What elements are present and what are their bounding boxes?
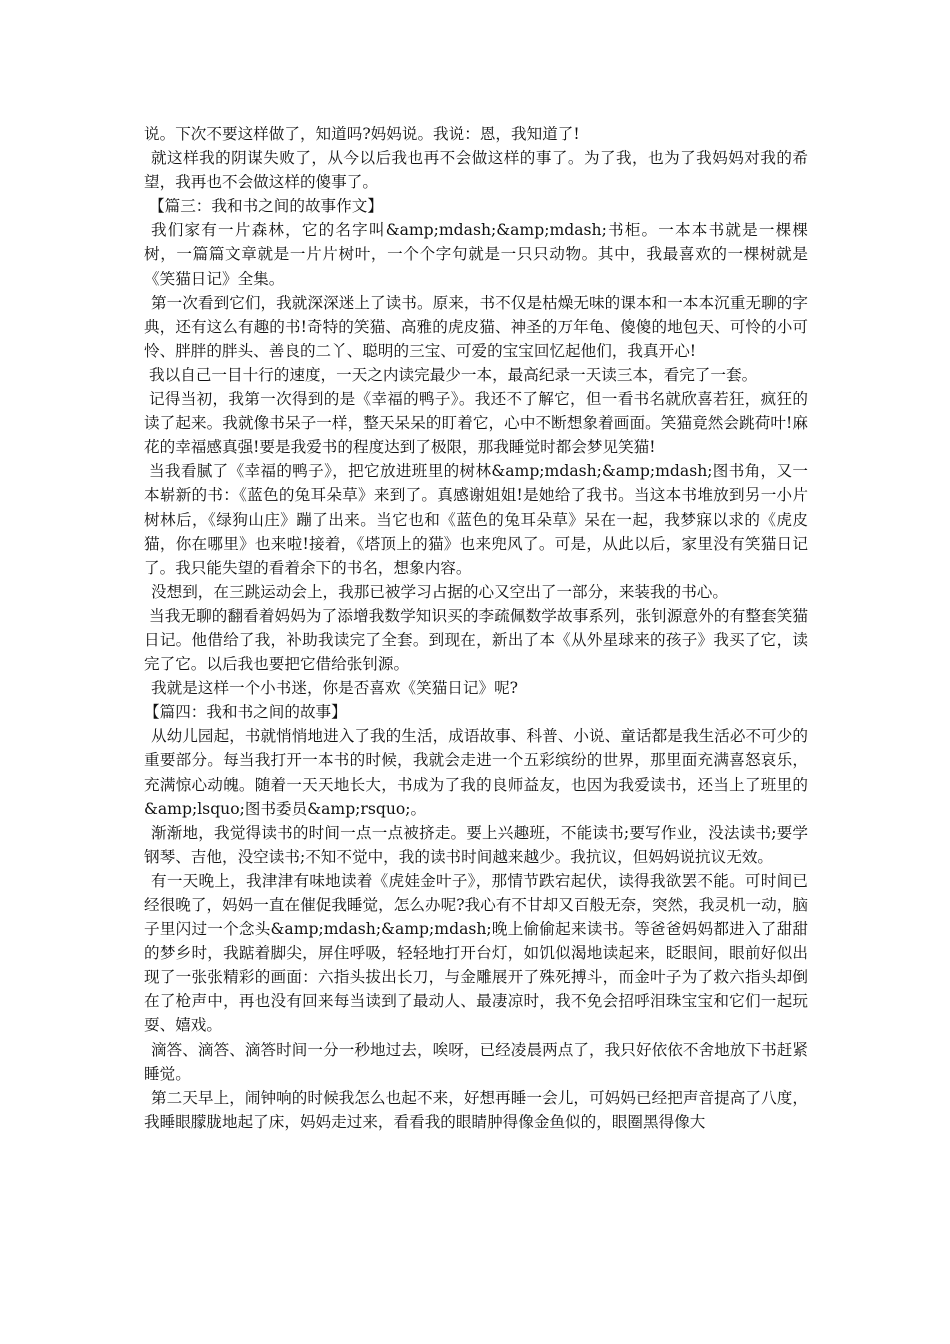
paragraph-14: 渐渐地，我觉得读书的时间一点一点被挤走。要上兴趣班，不能读书;要写作业，没法读书;要学钢琴、吉他，没空读书;不知不觉中，我的读书时间越来越少。我抗议，但妈妈说抗议无效。	[144, 823, 808, 866]
paragraph-11: 我就是这样一个小书迷，你是否喜欢《笑猫日记》呢?	[151, 679, 519, 698]
section-heading-12: 【篇四：我和书之间的故事】	[144, 703, 347, 722]
paragraph-15: 有一天晚上，我津津有味地读着《虎娃金叶子》，那情节跌宕起伏，读得我欲罢不能。可时间已经很晚了，妈妈一直在催促我睡觉，怎么办呢?我心有不甘却又百般无奈，突然，我灵机一动，脑子里闪过一个念头&amp;mdash;&amp;mdash;晚上偷偷起来读书。等爸爸妈妈都进入了甜甜的梦乡时，我踮着脚尖，屏住呼吸，轻轻地打开台灯，如饥似渴地读起来，眨眼间，眼前好似出现了一张张精彩的画面：六指头拔出长刀，与金雕展开了殊死搏斗，而金叶子为了救六指头却倒在了枪声中，再也没有回来每当读到了最动人、最凄凉时，我不免会招呼泪珠宝宝和它们一起玩耍、嬉戏。	[144, 871, 808, 1035]
paragraph-16: 滴答、滴答、滴答时间一分一秒地过去，唉呀，已经凌晨两点了，我只好依依不舍地放下书赶紧睡觉。	[144, 1040, 808, 1083]
paragraph-13: 从幼儿园起，书就悄悄地进入了我的生活，成语故事、科普、小说、童话都是我生活必不可少的重要部分。每当我打开一本书的时候，我就会走进一个五彩缤纷的世界，那里面充满喜怒哀乐，充满惊心动魄。随着一天天地长大，书成为了我的良师益友，也因为我爱读书，还当上了班里的&amp;lsquo;图书委员&amp;rsquo;。	[144, 727, 808, 818]
paragraph-2: 就这样我的阴谋失败了，从今以后我也再不会做这样的事了。为了我，也为了我妈妈对我的希望，我再也不会做这样的傻事了。	[144, 149, 808, 192]
paragraph-6: 我以自己一目十行的速度，一天之内读完最少一本，最高纪录一天读三本，看完了一套。	[149, 365, 758, 384]
paragraph-17: 第二天早上，闹钟响的时候我怎么也起不来，好想再睡一会儿，可妈妈已经把声音提高了八度，我睡眼朦胧地起了床，妈妈走过来，看看我的眼睛肿得像金鱼似的，眼圈黑得像大	[144, 1088, 808, 1131]
document-page	[144, 122, 808, 1134]
paragraph-7: 记得当初，我第一次得到的是《幸福的鸭子》。我还不了解它，但一看书名就欣喜若狂，疯狂的读了起来。我就像书呆子一样，整天呆呆的盯着它，心中不断想象着画面。笑猫竟然会跳荷叶!麻花的幸福感真强!要是我爱书的程度达到了极限，那我睡觉时都会梦见笑猫!	[144, 390, 808, 457]
paragraph-9: 没想到，在三跳运动会上，我那已被学习占据的心又空出了一部分，来装我的书心。	[151, 582, 728, 601]
paragraph-1: 说。下次不要这样做了，知道吗?妈妈说。我说：恩，我知道了!	[144, 125, 580, 143]
paragraph-10: 当我无聊的翻看着妈妈为了添增我数学知识买的李疏佩数学故事系列，张钊源意外的有整套笑猫日记。他借给了我，补助我读完了全套。到现在，新出了本《从外星球来的孩子》我买了它，读完了它。以后我也要把它借给张钊源。	[144, 606, 808, 674]
paragraph-5: 第一次看到它们，我就深深迷上了读书。原来，书不仅是枯燥无味的课本和一本本沉重无聊的字典，还有这么有趣的书!奇特的笑猫、高雅的虎皮猫、神圣的万年龟、傻傻的地包天、可怜的小可怜、胖胖的胖头、善良的二丫、聪明的三宝、可爱的宝宝回忆起他们，我真开心!	[144, 293, 808, 360]
paragraph-4: 我们家有一片森林，它的名字叫&amp;mdash;&amp;mdash;书柜。一本本书就是一棵棵树，一篇篇文章就是一片片树叶，一个个字句就是一只只动物。其中，我最喜欢的一棵树就是《笑猫日记》全集。	[144, 221, 808, 288]
paragraph-8: 当我看腻了《幸福的鸭子》，把它放进班里的树林&amp;mdash;&amp;mdash;图书角，又一本崭新的书：《蓝色的兔耳朵草》来到了。真感谢姐姐!是她给了我书。当这本书堆放到另一小片树林后，《绿狗山庄》蹦了出来。当它也和《蓝色的兔耳朵草》呆在一起，我梦寐以求的《虎皮猫，你在哪里》也来啦!接着，《塔顶上的猫》也来兜风了。可是，从此以后，家里没有笑猫日记了。我只能失望的看着余下的书名，想象内容。	[144, 462, 808, 577]
section-heading-3: 【篇三：我和书之间的故事作文】	[149, 197, 383, 216]
